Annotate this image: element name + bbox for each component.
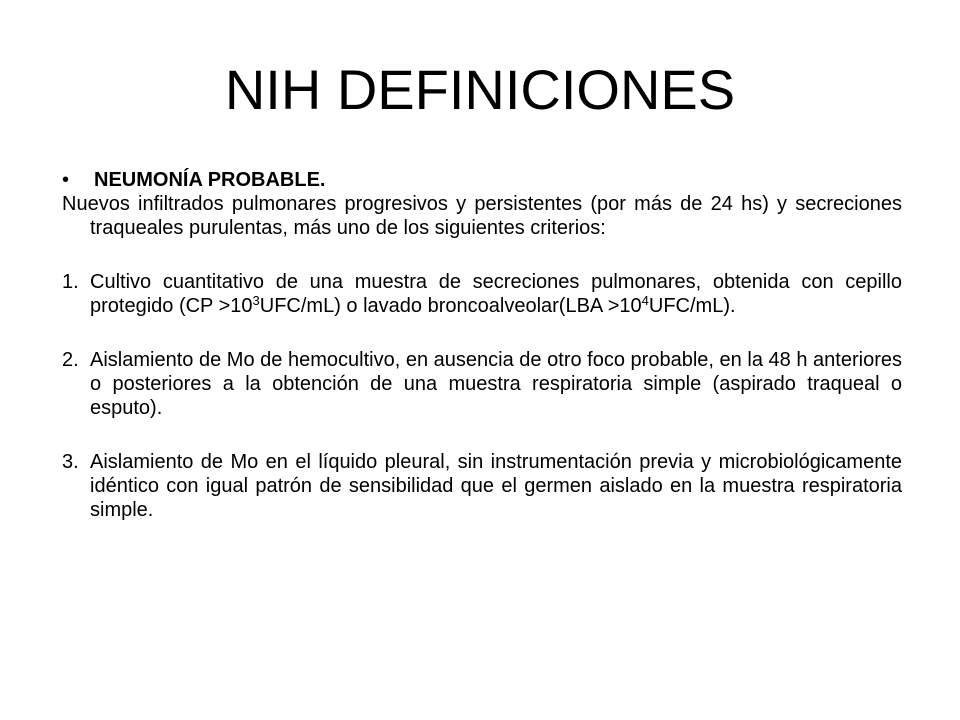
criterion-text: Aislamiento de Mo de hemocultivo, en ausencia de otro foco probable, en la 48 h anteriores o posteriores a la obtención de una muestra respiratoria simple (aspirado traqueal o esputo). bbox=[90, 349, 902, 419]
criterion-text-part: Cultivo cuantitativo de una muestra de secreciones pulmonares, obtenida con cepillo protegido (CP >10 bbox=[90, 271, 902, 317]
criterion-item-3 bbox=[62, 450, 902, 522]
criterion-text-part: UFC/mL). bbox=[648, 295, 736, 317]
criterion-text bbox=[90, 270, 902, 318]
bullet-icon: • bbox=[62, 169, 70, 191]
criterion-item-1 bbox=[62, 270, 902, 318]
bullet-heading-line bbox=[62, 168, 902, 192]
criterion-number: 3. bbox=[62, 451, 79, 473]
slide-content bbox=[62, 168, 902, 522]
superscript: 3 bbox=[252, 293, 260, 308]
intro-paragraph: Nuevos infiltrados pulmonares progresivos y persistentes (por más de 24 hs) y secreciones traqueales purulentas, más uno de los siguientes criterios: bbox=[62, 193, 902, 239]
criterion-number: 2. bbox=[62, 349, 79, 371]
criterion-item-2 bbox=[62, 348, 902, 420]
bullet-heading: NEUMONÍA PROBABLE. bbox=[94, 169, 326, 191]
spacer bbox=[62, 240, 902, 264]
slide-title: NIH DEFINICIONES bbox=[224, 58, 736, 121]
criterion-number: 1. bbox=[62, 271, 79, 293]
criterion-text: Aislamiento de Mo en el líquido pleural, sin instrumentación previa y microbiológicamente idéntico con igual patrón de sensibilidad que el germen aislado en la muestra respiratoria simple. bbox=[90, 451, 902, 521]
criterion-text-part: UFC/mL) o lavado broncoalveolar(LBA >10 bbox=[259, 295, 642, 317]
superscript: 4 bbox=[641, 293, 649, 308]
